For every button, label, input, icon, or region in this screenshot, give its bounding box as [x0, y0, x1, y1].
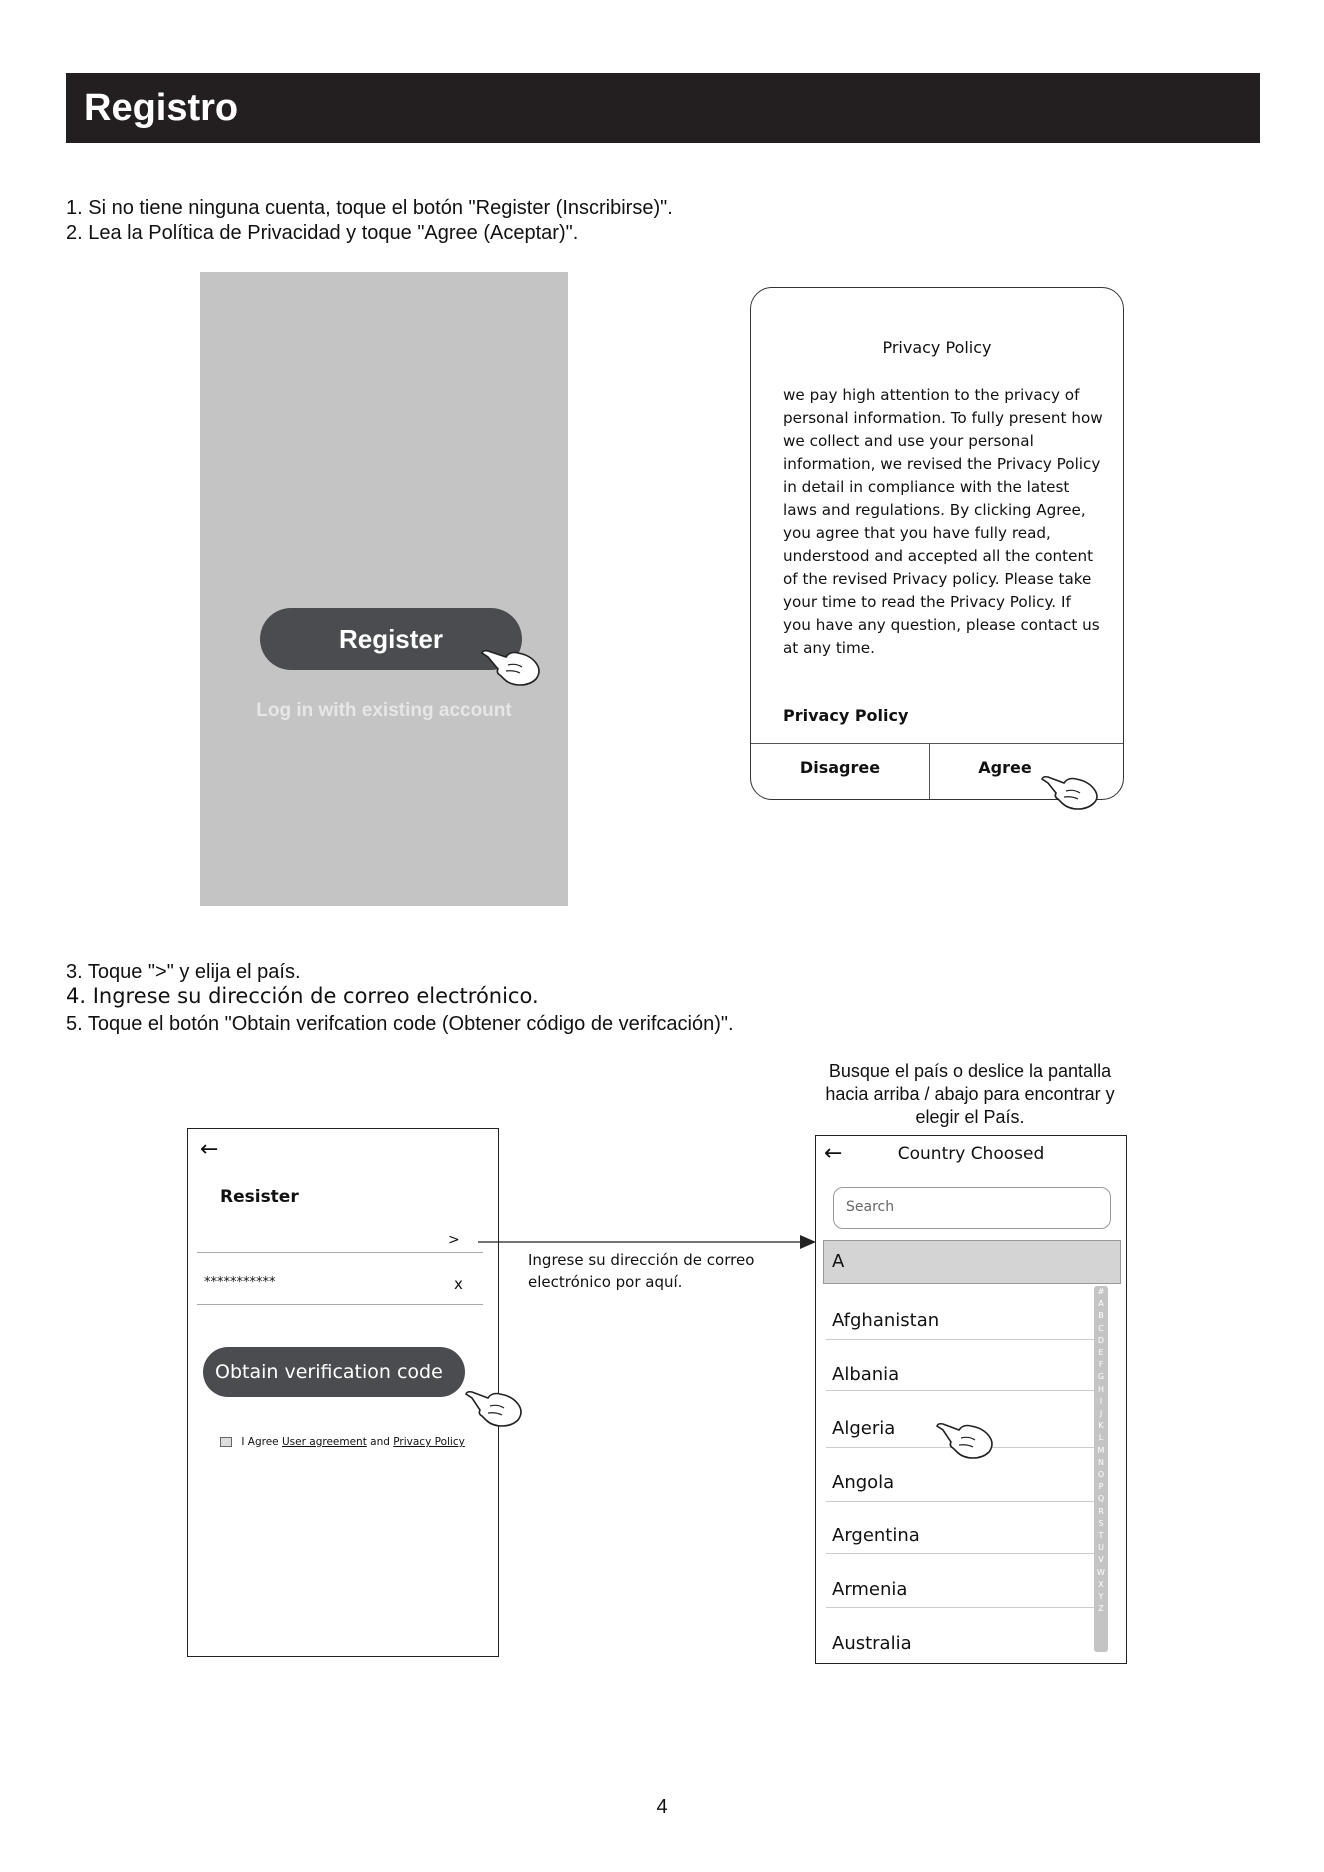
section-letter: A [832, 1251, 845, 1272]
divider [197, 1252, 483, 1253]
pointing-hand-icon [480, 645, 542, 687]
index-letter[interactable]: V [1098, 1555, 1104, 1565]
pointing-hand-icon [935, 1420, 997, 1460]
index-letter[interactable]: M [1097, 1445, 1105, 1455]
page-number: 4 [656, 1796, 668, 1818]
country-item[interactable]: Armenia [832, 1579, 908, 1600]
country-chevron-icon[interactable]: > [448, 1232, 460, 1248]
country-item[interactable]: Angola [832, 1472, 895, 1493]
divider [826, 1501, 1108, 1502]
index-letter[interactable]: E [1098, 1348, 1104, 1358]
index-letter[interactable]: Q [1097, 1494, 1105, 1504]
country-note: Busque el país o deslice la pantalla hacia arriba / abajo para encontrar y elegir el País. [825, 1061, 1115, 1127]
divider [826, 1339, 1108, 1340]
search-input[interactable] [833, 1187, 1111, 1229]
pointing-hand-icon [464, 1388, 526, 1428]
index-letter[interactable]: N [1098, 1457, 1104, 1467]
screen-title: Country Choosed [897, 1144, 1045, 1164]
index-letter[interactable]: L [1098, 1433, 1104, 1443]
privacy-policy-link[interactable]: Privacy Policy [393, 1436, 465, 1448]
index-letter[interactable]: # [1097, 1287, 1105, 1296]
dialog-title: Privacy Policy [882, 338, 992, 357]
disagree-button[interactable]: Disagree [799, 758, 881, 777]
pointing-hand-icon [1040, 773, 1102, 811]
step-5: 5. Toque el botón "Obtain verifcation code (Obtener código de verifcación)". [66, 1013, 734, 1035]
register-form-screen [187, 1128, 499, 1657]
divider [197, 1304, 483, 1305]
obtain-verification-code-button[interactable]: Obtain verification code [203, 1347, 465, 1397]
alphabet-index[interactable] [1094, 1286, 1108, 1652]
user-agreement-link[interactable]: User agreement [281, 1436, 367, 1448]
step-4: 4. Ingrese su dirección de correo electrónico. [66, 984, 539, 1008]
section-header [823, 1240, 1121, 1284]
index-letter[interactable]: W [1097, 1567, 1105, 1577]
index-letter[interactable]: X [1098, 1579, 1104, 1589]
index-letter[interactable]: I [1099, 1396, 1103, 1406]
password-field[interactable]: *********** [204, 1275, 276, 1290]
index-letter[interactable]: G [1097, 1372, 1105, 1382]
country-item[interactable]: Afghanistan [832, 1310, 940, 1331]
index-letter[interactable]: B [1098, 1311, 1104, 1321]
privacy-policy-dialog [750, 287, 1124, 800]
email-note: Ingrese su dirección de correo electrónico por aquí. [528, 1251, 755, 1291]
index-letter[interactable]: R [1098, 1506, 1104, 1516]
step-1: 1. Si no tiene ninguna cuenta, toque el botón "Register (Inscribirse)". [66, 197, 673, 219]
country-item[interactable]: Albania [832, 1364, 900, 1385]
divider [826, 1553, 1108, 1554]
index-letter[interactable]: Y [1098, 1592, 1104, 1602]
section-header [66, 73, 1260, 143]
index-letter[interactable]: C [1098, 1323, 1104, 1333]
index-letter[interactable]: J [1099, 1409, 1103, 1419]
clear-icon[interactable]: x [454, 1275, 463, 1293]
login-link[interactable]: Log in with existing account [256, 700, 512, 721]
arrow-icon [478, 1234, 818, 1250]
step-3: 3. Toque ">" y elija el país. [66, 961, 301, 983]
index-letter[interactable]: D [1097, 1335, 1105, 1345]
section-title: Registro [84, 87, 239, 129]
agree-prefix: I Agree [241, 1436, 279, 1448]
index-letter[interactable]: A [1098, 1299, 1104, 1309]
agreement-and: and [370, 1436, 390, 1448]
register-button[interactable]: Register [260, 608, 522, 670]
country-item[interactable]: Australia [832, 1633, 912, 1654]
index-letter[interactable]: T [1098, 1531, 1104, 1541]
welcome-screen [200, 272, 568, 906]
index-letter[interactable]: P [1098, 1482, 1104, 1492]
checkbox[interactable] [220, 1437, 232, 1447]
form-title: Resister [220, 1187, 299, 1207]
back-arrow-icon[interactable]: ← [200, 1137, 219, 1162]
country-item[interactable]: Algeria [832, 1418, 896, 1439]
agreement-row [220, 1436, 465, 1448]
dialog-body: we pay high attention to the privacy of personal information. To fully present how we collect and use your personal information, we revised the Privacy Policy in detail in compliance with the latest laws and regulations. By clicking Agree, you agree that you have fully read, understood and accepted all the content of the revised Privacy policy. Please take your time to read the Privacy Policy. If you have any question, please contact us at any time. [783, 386, 1103, 657]
divider [826, 1390, 1108, 1391]
search-placeholder: Search [846, 1199, 895, 1215]
country-select-screen [815, 1135, 1127, 1664]
divider [751, 743, 1123, 744]
back-arrow-icon[interactable]: ← [824, 1141, 843, 1166]
divider [826, 1607, 1108, 1608]
index-letter[interactable]: O [1097, 1470, 1105, 1480]
index-letter[interactable]: U [1098, 1543, 1104, 1553]
step-2: 2. Lea la Política de Privacidad y toque "Agree (Aceptar)". [66, 222, 579, 244]
privacy-policy-link[interactable]: Privacy Policy [783, 706, 909, 725]
index-letter[interactable]: F [1098, 1360, 1104, 1370]
index-letter[interactable]: K [1098, 1421, 1104, 1431]
index-letter[interactable]: H [1097, 1384, 1104, 1394]
country-item[interactable]: Argentina [832, 1525, 920, 1546]
index-letter[interactable]: Z [1098, 1604, 1104, 1614]
index-letter[interactable]: S [1098, 1518, 1104, 1528]
agree-button[interactable]: Agree [978, 758, 1032, 777]
